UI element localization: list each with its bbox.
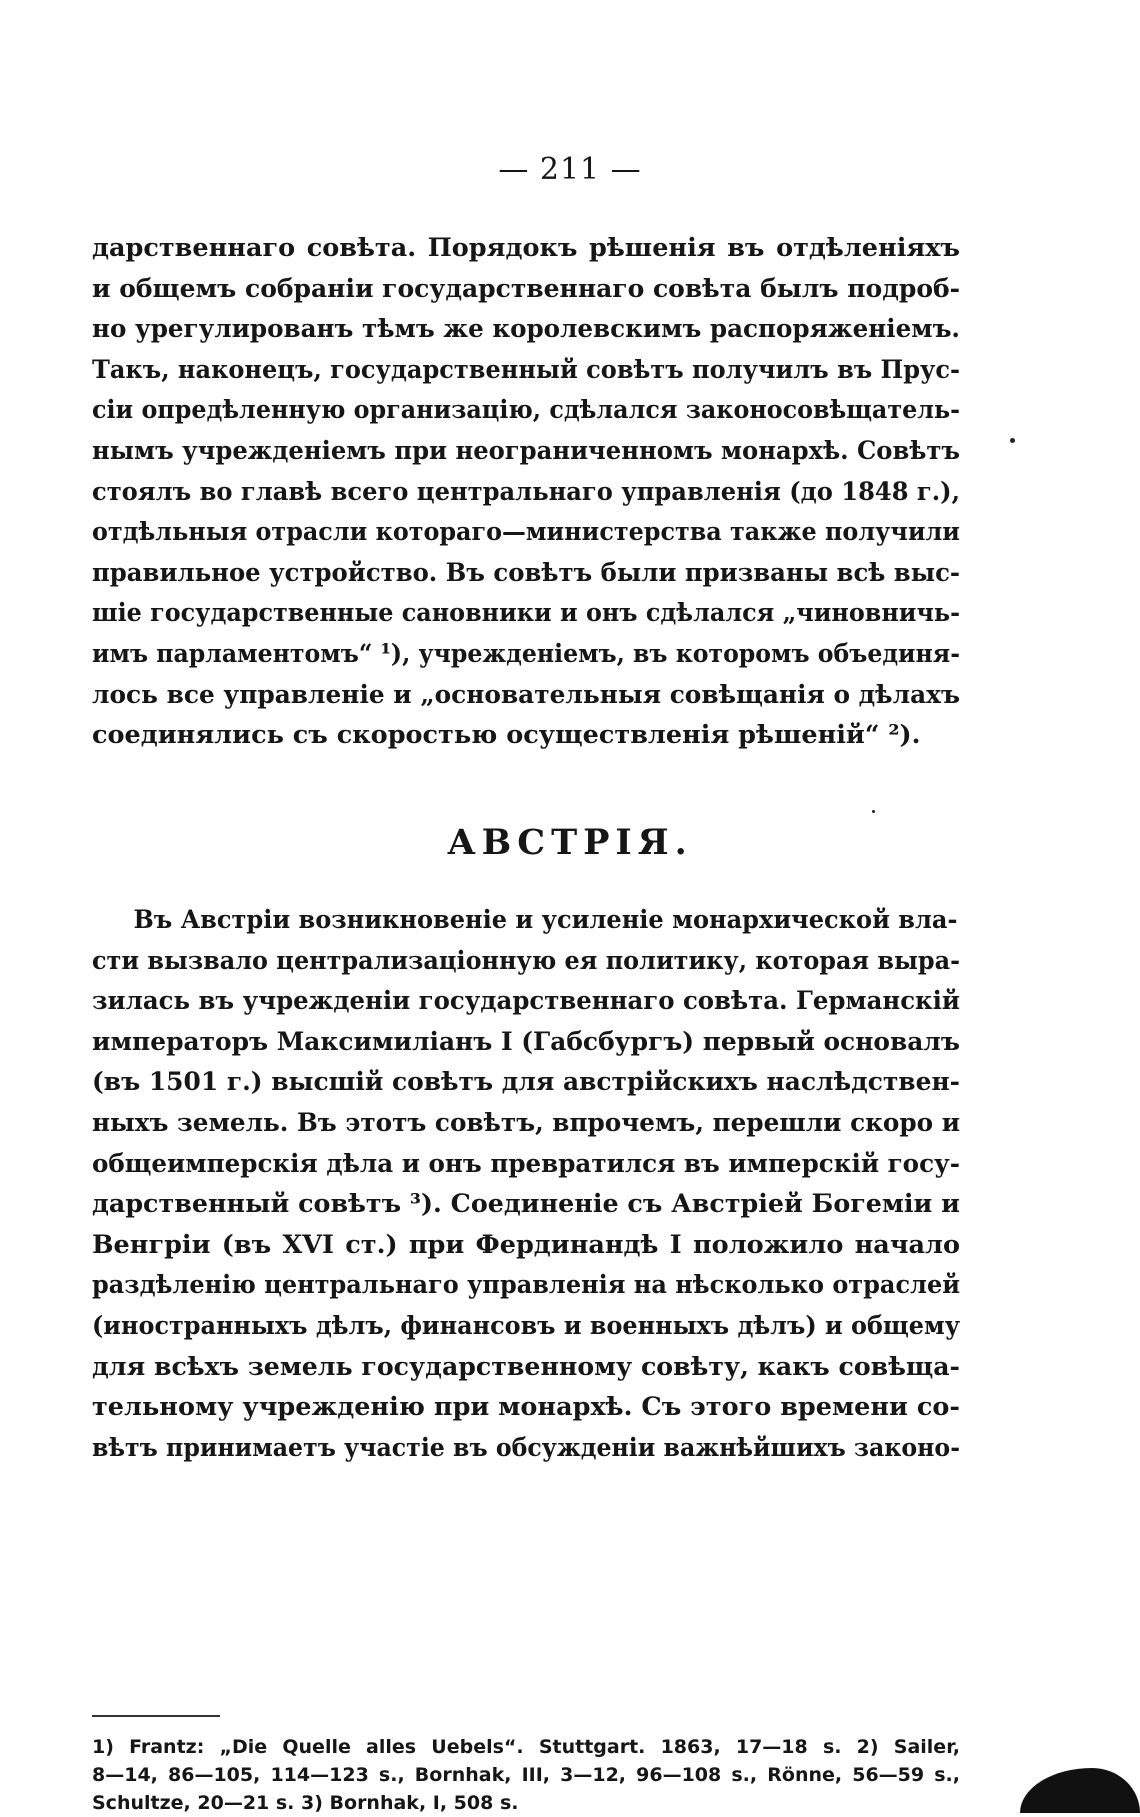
text-line: сіи опредѣленную организацію, сдѣлался законосовѣщатель- <box>92 395 960 426</box>
text-line: шіе государственные сановники и онъ сдѣлался „чиновничь- <box>92 598 960 629</box>
scan-blot <box>1020 1768 1140 1813</box>
footnote-line: 8—14, 86—105, 114—123 s., Bornhak, III, 3—12, 96—108 s., Rönne, 56—59 s., <box>92 1764 960 1786</box>
footnote-divider <box>92 1715 220 1717</box>
text-line: Въ Австріи возникновеніе и усиленіе монархической вла- <box>133 905 958 935</box>
text-line: соединялись съ скоростью осуществленія рѣшеній“ ²). <box>92 720 921 751</box>
footnote-line: 1) Frantz: „Die Quelle alles Uebels“. Stuttgart. 1863, 17—18 s. 2) Sailer, <box>92 1736 960 1758</box>
section-heading: АВСТРІЯ. <box>447 822 693 863</box>
text-line: общеимперскія дѣла и онъ превратился въ имперскій госу- <box>92 1148 960 1179</box>
scan-speck <box>1010 438 1015 443</box>
text-line: вѣтъ принимаетъ участіе въ обсужденіи важнѣйшихъ законо- <box>92 1432 960 1463</box>
footnote-line: Schultze, 20—21 s. 3) Bornhak, I, 508 s. <box>92 1792 519 1814</box>
paragraph-austria <box>92 900 960 1468</box>
text-line: раздѣленію центральнаго управленія на нѣсколько отраслей <box>92 1270 960 1301</box>
page-number: — 211 — <box>498 152 642 187</box>
text-line: (въ 1501 г.) высшій совѣтъ для австрійскихъ наслѣдствен- <box>92 1067 960 1098</box>
text-line: стоялъ во главѣ всего центральнаго управленія (до 1848 г.), <box>92 476 960 507</box>
text-line: императоръ Максимиліанъ I (Габсбургъ) первый основалъ <box>92 1026 960 1057</box>
scan-speck <box>872 810 875 813</box>
text-line: но урегулированъ тѣмъ же королевскимъ распоряженіемъ. <box>92 314 960 345</box>
text-line: и общемъ собраніи государственнаго совѣта былъ подроб- <box>92 273 960 304</box>
text-line: Такъ, наконецъ, государственный совѣтъ получилъ въ Прус- <box>92 354 960 385</box>
text-line: нымъ учрежденіемъ при неограниченномъ монархѣ. Совѣтъ <box>92 435 960 466</box>
text-line: тельному учрежденію при монархѣ. Съ этого времени со- <box>92 1392 960 1423</box>
text-line: правильное устройство. Въ совѣтъ были призваны всѣ выс- <box>92 557 960 588</box>
text-line: (иностранныхъ дѣлъ, финансовъ и военныхъ дѣлъ) и общему <box>92 1310 960 1341</box>
text-line: сти вызвало централизаціонную ея политику, которая выра- <box>92 945 960 976</box>
text-line: дарственнаго совѣта. Порядокъ рѣшенія въ отдѣленіяхъ <box>92 233 960 263</box>
text-line: лось все управленіе и „основательныя совѣщанія о дѣлахъ <box>92 679 960 710</box>
text-line: отдѣльныя отрасли котораго—министерства также получили <box>92 517 960 548</box>
text-line: ныхъ земель. Въ этотъ совѣтъ, впрочемъ, перешли скоро и <box>92 1107 960 1138</box>
footnotes <box>92 1733 960 1817</box>
text-line: Венгріи (въ XVI ст.) при Фердинандѣ I положило начало <box>92 1229 960 1260</box>
text-line: имъ парламентомъ“ ¹), учрежденіемъ, въ которомъ объединя- <box>92 638 960 669</box>
text-line: для всѣхъ земель государственному совѣту, какъ совѣща- <box>92 1351 960 1382</box>
text-line: зилась въ учрежденіи государственнаго совѣта. Германскій <box>92 986 960 1017</box>
paragraph-prussia <box>92 228 960 756</box>
text-line: дарственный совѣтъ ³). Соединеніе съ Австріей Богеміи и <box>92 1189 960 1220</box>
